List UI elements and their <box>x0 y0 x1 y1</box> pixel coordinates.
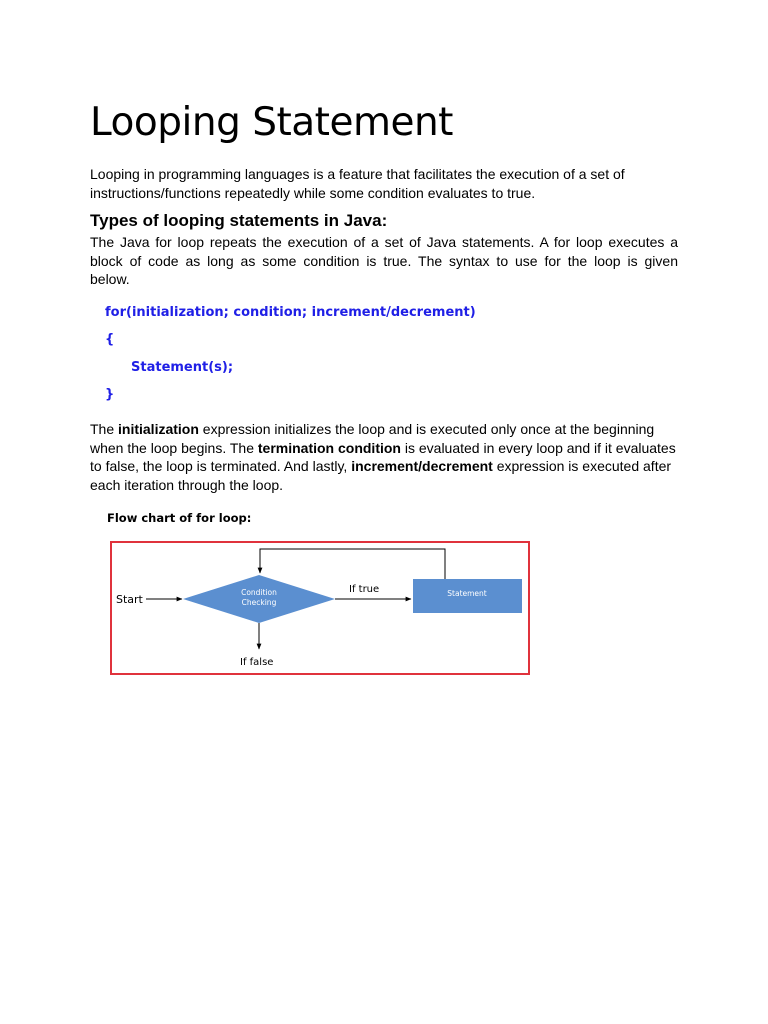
explanation-text-4: expression is executed after each iteration through the loop. <box>90 458 672 493</box>
explanation-text-1: The <box>90 421 119 437</box>
page-title: Looping Statement <box>90 100 453 145</box>
intro-line-1: Looping in programming languages is a feature that facilitates the execution of a set of <box>90 166 625 182</box>
java-for-line-1: The Java for loop repeats the execution of a set of Java statements. A for loop executes a <box>90 234 678 250</box>
explanation-text-2: expression initializes the loop and is executed only once at the beginning when the loop begins. The <box>90 421 655 456</box>
term-increment-decrement: increment/decrement <box>351 458 493 474</box>
intro-line-2: instructions/functions repeatedly while some condition evaluates to true. <box>90 184 536 201</box>
code-line-1: for(initialization; condition; increment/decrement) <box>105 305 476 320</box>
condition-label-line-2: Checking <box>241 598 277 607</box>
start-label: Start <box>116 593 143 606</box>
condition-label-line-1: Condition <box>241 588 277 597</box>
term-initialization: initialization <box>118 421 199 437</box>
loop-back-arrow <box>260 549 445 579</box>
code-line-4: } <box>105 387 115 402</box>
if-false-label: If false <box>240 657 274 668</box>
section-heading: Types of looping statements in Java: <box>90 211 388 230</box>
explanation-paragraph <box>90 420 678 494</box>
for-loop-flowchart <box>110 541 530 675</box>
java-for-paragraph <box>90 233 678 289</box>
intro-paragraph <box>90 165 678 202</box>
code-line-3: Statement(s); <box>131 360 234 375</box>
term-termination-condition: termination condition <box>257 439 401 456</box>
statement-label: Statement <box>447 589 487 598</box>
explanation-text-3: is evaluated in every loop and if it evaluates to false, the loop is terminated. And lastly, <box>90 439 676 474</box>
if-true-label: If true <box>349 584 380 595</box>
code-line-2: { <box>105 332 115 347</box>
flowchart-title: Flow chart of for loop: <box>107 511 252 525</box>
java-for-line-2: block of code as long as some condition is true. The syntax to use for the loop is given <box>90 252 678 269</box>
java-for-line-3: below. <box>90 271 130 287</box>
